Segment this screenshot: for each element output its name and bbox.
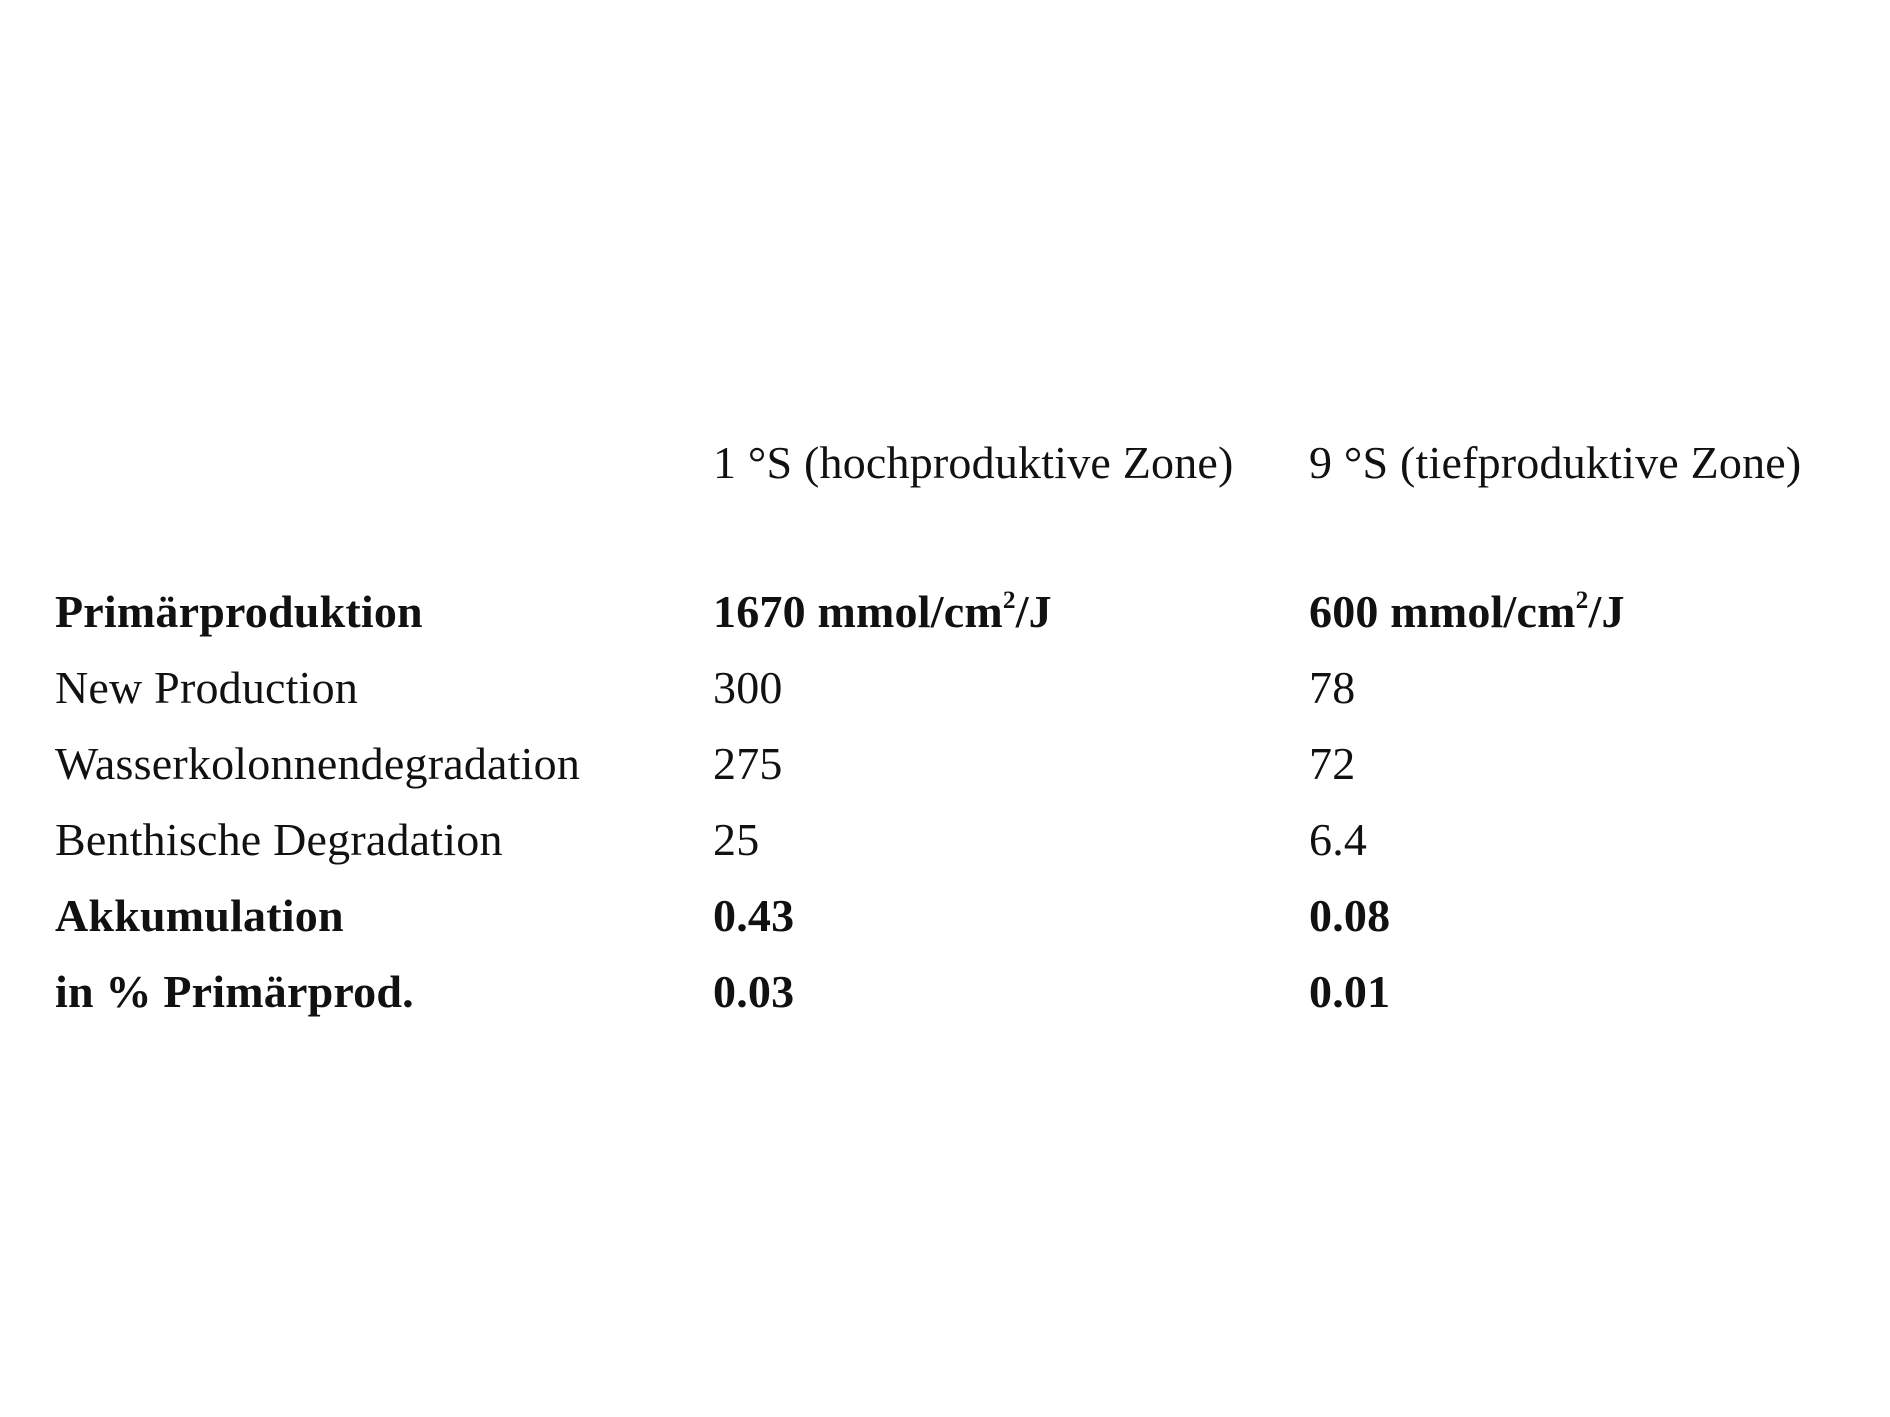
unit-suffix: /J [1588,586,1625,637]
cell-benthische-degradation-1s: 25 [713,814,760,865]
cell-primaerproduktion-9s [1309,586,1625,637]
cell-wasserkolonnendegradation-1s: 275 [713,738,783,789]
row-label-primaerproduktion: Primärproduktion [55,586,423,637]
cell-percent-primaerprod-9s: 0.01 [1309,966,1391,1017]
cell-new-production-9s: 78 [1309,662,1356,713]
cell-benthische-degradation-9s: 6.4 [1309,814,1368,865]
cell-akkumulation-9s: 0.08 [1309,890,1391,941]
row-label-new-production: New Production [55,662,359,713]
value-text: 600 mmol/cm [1309,586,1576,637]
cell-new-production-1s: 300 [713,662,783,713]
value-text: 1670 mmol/cm [713,586,1003,637]
row-label-benthische-degradation: Benthische Degradation [55,814,503,865]
column-header-9s: 9 °S (tiefproduktive Zone) [1309,437,1802,488]
cell-percent-primaerprod-1s: 0.03 [713,966,795,1017]
row-label-akkumulation: Akkumulation [55,890,344,941]
cell-akkumulation-1s: 0.43 [713,890,795,941]
cell-primaerproduktion-1s [713,586,1052,637]
cell-wasserkolonnendegradation-9s: 72 [1309,738,1356,789]
row-label-wasserkolonnendegradation: Wasserkolonnendegradation [55,738,581,789]
unit-suffix: /J [1015,586,1052,637]
column-header-1s: 1 °S (hochproduktive Zone) [713,437,1234,488]
row-label-percent-primaerprod: in % Primärprod. [55,966,414,1017]
superscript: 2 [1002,586,1016,615]
superscript: 2 [1575,586,1589,615]
